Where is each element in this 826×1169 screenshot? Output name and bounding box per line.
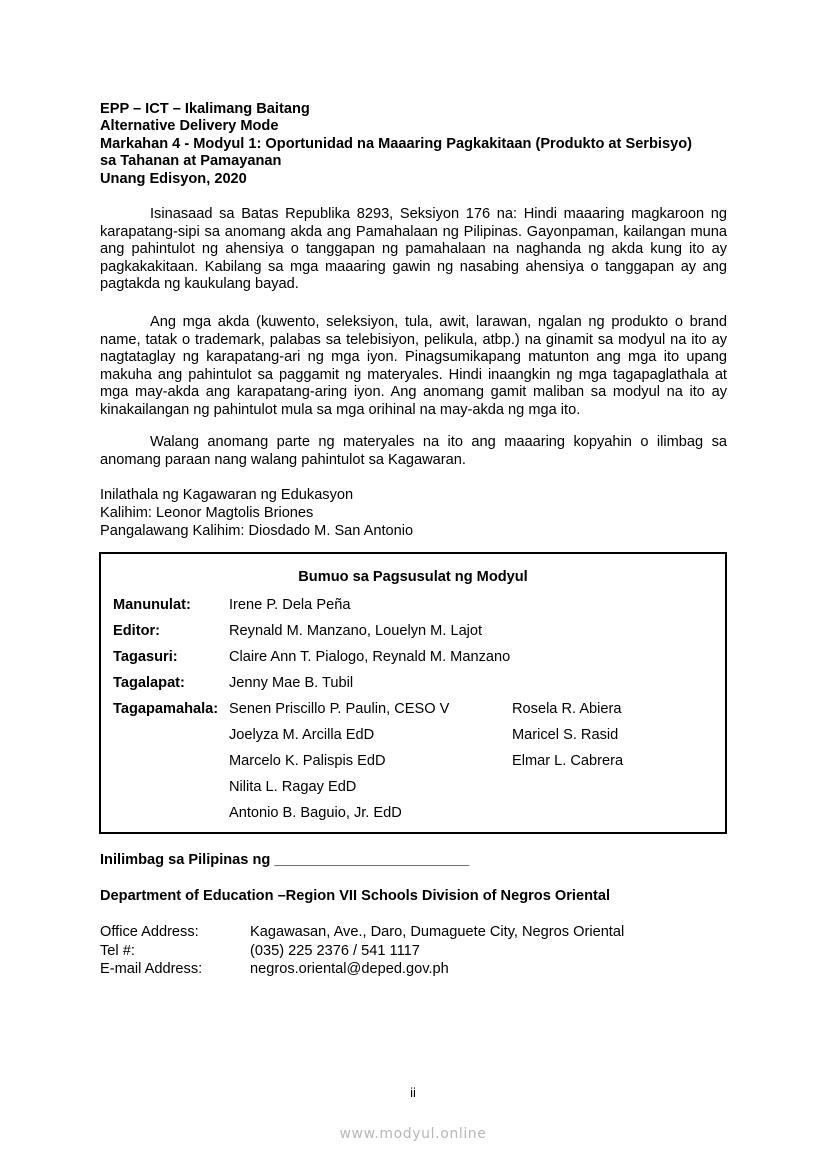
- secretary: Kalihim: Leonor Magtolis Briones: [100, 504, 314, 521]
- manager-name: Nilita L. Ragay EdD: [229, 779, 357, 795]
- header-line-module-cont: sa Tahanan at Pamayanan: [100, 153, 282, 170]
- manager-name: Elmar L. Cabrera: [512, 753, 624, 769]
- reproduction-paragraph: Walang anomang parte ng materyales na ito ang maaaring kopyahin o ilimbag sa anomang paraan nang walang pahintulot sa Kagawaran.: [100, 434, 727, 468]
- contact-label: E-mail Address:: [100, 961, 203, 977]
- publisher-info: [100, 487, 413, 540]
- manager-name: Senen Priscillo P. Paulin, CESO V: [229, 701, 450, 717]
- credit-label: Tagasuri:: [113, 649, 178, 665]
- printed-in: Inilimbag sa Pilipinas ng ________________________: [100, 852, 470, 868]
- credit-value: Claire Ann T. Pialogo, Reynald M. Manzano: [229, 649, 511, 665]
- manager-name: Marcelo K. Palispis EdD: [229, 753, 386, 769]
- credit-value: Irene P. Dela Peña: [229, 597, 351, 613]
- module-header: [100, 101, 730, 188]
- header-line-edition: Unang Edisyon, 2020: [100, 170, 247, 187]
- published-by: Inilathala ng Kagawaran ng Edukasyon: [100, 487, 354, 503]
- department-name: Department of Education –Region VII Schools Division of Negros Oriental: [100, 888, 611, 904]
- header-line-module: Markahan 4 - Modyul 1: Oportunidad na Maaaring Pagkakitaan (Produkto at Serbisyo): [100, 135, 692, 152]
- contact-value: negros.oriental@deped.gov.ph: [250, 961, 449, 977]
- manager-name: Rosela R. Abiera: [512, 701, 622, 717]
- copyright-paragraph: Isinasaad sa Batas Republika 8293, Seksiyon 176 na: Hindi maaaring magkaroon ng karapatang-sipi sa anomang akda ang Pamahalaan ng Pilipinas. Gayonpaman, kailangan muna ang pahintulot ng ahensiya o tanggapan ng pamahalaan na naghanda ng akda kung ito ay pagkakakitaan. Kabilang sa mga maaaring gawin ng nasabing ahensiya o tanggapan ay ang pagtakda ng kaukulang bayad.: [100, 206, 727, 293]
- contact-value: (035) 225 2376 / 541 1117: [250, 943, 420, 959]
- contact-label: Office Address:: [100, 924, 199, 940]
- undersecretary: Pangalawang Kalihim: Diosdado M. San Antonio: [100, 522, 414, 539]
- credit-label: Editor:: [113, 623, 161, 639]
- management-label: Tagapamahala:: [113, 701, 219, 717]
- watermark: www.modyul.online: [339, 1126, 487, 1142]
- credit-label: Manunulat:: [113, 597, 191, 613]
- header-line-grade: EPP – ICT – Ikalimang Baitang: [100, 101, 310, 117]
- manager-name: Joelyza M. Arcilla EdD: [229, 727, 375, 743]
- credits-title: Bumuo sa Pagsusulat ng Modyul: [298, 569, 528, 585]
- contact-value: Kagawasan, Ave., Daro, Dumaguete City, Negros Oriental: [250, 924, 625, 940]
- credit-label: Tagalapat:: [113, 675, 185, 691]
- credit-value: Jenny Mae B. Tubil: [229, 675, 354, 691]
- trademark-paragraph: Ang mga akda (kuwento, seleksiyon, tula, awit, larawan, ngalan ng produkto o brand name, tatak o trademark, palabas sa telebisiyon, pelikula, atbp.) na ginamit sa modyul na ito ay nagtataglay ng karapatang-ari ng mga iyon. Pinagsumikapang matunton ang mga ito upang makuha ang pahintulot sa paggamit ng materyales. Hindi inaangkin ng mga tagapaglathala at mga may-akda ang karapatang-aring iyon. Ang anomang gamit maliban sa modyul na ito ay kinakailangan ng pahintulot mula sa mga orihinal na may-akda ng mga ito.: [100, 314, 727, 418]
- page-number: ii: [410, 1085, 416, 1100]
- manager-name: Antonio B. Baguio, Jr. EdD: [229, 805, 402, 821]
- manager-name: Maricel S. Rasid: [512, 727, 619, 743]
- header-line-mode: Alternative Delivery Mode: [100, 118, 279, 135]
- contact-label: Tel #:: [100, 943, 135, 959]
- credits-box: [99, 552, 727, 834]
- credit-value: Reynald M. Manzano, Louelyn M. Lajot: [229, 623, 483, 639]
